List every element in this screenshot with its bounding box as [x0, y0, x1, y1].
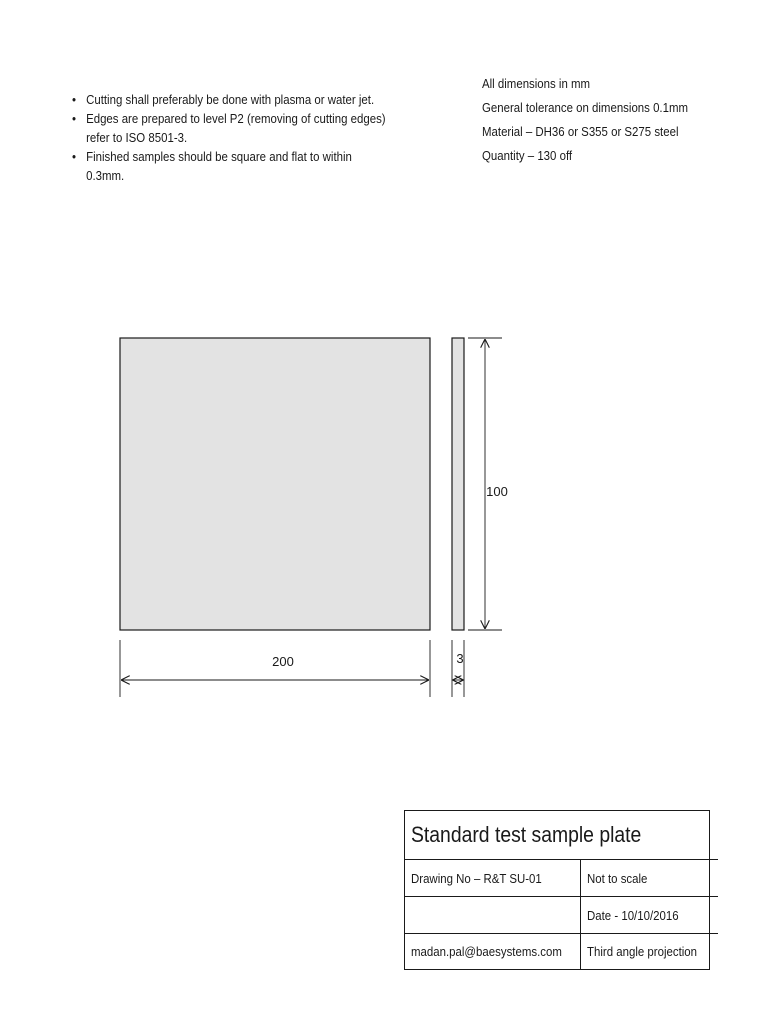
drawing-date: Date - 10/10/2016 [580, 896, 718, 933]
material-note: Material – DH36 or S355 or S275 steel [482, 124, 679, 139]
drawing-number: Drawing No – R&T SU-01 [405, 859, 580, 896]
author-email: madan.pal@baesystems.com [405, 933, 580, 969]
projection-note: Third angle projection [580, 933, 718, 969]
tolerance-note: General tolerance on dimensions 0.1mm [482, 100, 689, 115]
height-dimension-label: 100 [486, 484, 508, 499]
note-item: • Edges are prepared to level P2 (removing of cutting edges) refer to ISO 8501-3. [72, 109, 389, 147]
empty-cell [405, 896, 580, 933]
quantity-note: Quantity – 130 off [482, 148, 573, 163]
plate-side-view [452, 338, 464, 630]
note-item: • Cutting shall preferably be done with plasma or water jet. [72, 90, 389, 109]
note-item: • Finished samples should be square and flat to within 0.3mm. [72, 147, 389, 185]
drawing-title: Standard test sample plate [411, 822, 642, 847]
units-note: All dimensions in mm [482, 76, 591, 91]
thickness-dimension-label: 3 [456, 651, 464, 666]
plate-front-view [120, 338, 430, 630]
width-dimension-label: 200 [272, 654, 294, 669]
scale-note: Not to scale [580, 859, 718, 896]
title-block [404, 810, 710, 970]
